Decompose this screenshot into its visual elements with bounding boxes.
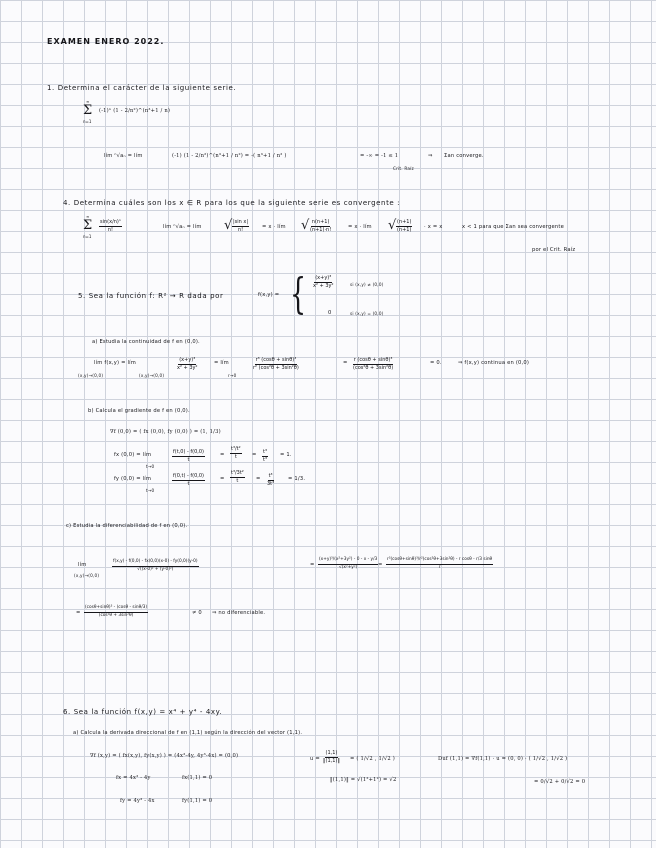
root-test-rhs: = -∞ = -1 ≤ 1 (360, 153, 399, 159)
equals-sign: = (252, 452, 257, 458)
limit-subscript: (x,y)→(0,0) (74, 573, 100, 578)
limit-equals: = lím (214, 360, 229, 366)
radical-sign: √ (301, 218, 310, 233)
case-2-condition: si (x,y) = (0,0) (350, 311, 384, 316)
fraction-denominator: √(x²+y²) (339, 564, 358, 570)
fraction-denominator: x² + 3y² (313, 283, 334, 290)
root-limit-c: = x · lím (348, 224, 372, 230)
part-c-heading: c) Estudia la diferenciabilidad de f en (0,0). (66, 523, 188, 529)
fraction-numerator: r (cosθ + sinθ)³ (353, 358, 394, 365)
root-test-lhs: lím ⁿ√aₙ = lím (104, 153, 143, 159)
summation-symbol: Σ (83, 218, 93, 233)
root-limit-b: = x · lím (262, 224, 286, 230)
partial-x-fraction (172, 450, 205, 464)
partial-x-label: fx (0,0) = lím (114, 452, 152, 458)
fraction-numerator: r³(cosθ+sinθ)³/r²(cos²θ+3sin²θ) - r cosθ - r/3 sinθ (386, 558, 493, 565)
directional-derivative-formula: Duf (1,1) = ∇f(1,1) · u = (0, 0) · ( 1/√2 , 1/√2 ) (438, 756, 568, 762)
partial-y-formula: fy = 4y³ - 4x (120, 798, 155, 804)
exam-title: EXAMEN ENERO 2022. (47, 37, 165, 46)
problem-4-heading: 4. Determina cuáles son los x ∈ R para los que la siguiente serie es convergente : (63, 199, 401, 207)
fraction-numerator: (x+y)³ (314, 276, 332, 283)
partial-y-fraction (172, 474, 205, 488)
sum-upper-limit: ∞ (86, 214, 90, 219)
limit-result: = 0. (430, 360, 442, 366)
fraction-denominator: (n+1)·n! (310, 227, 332, 234)
fraction-numerator: t³ (262, 450, 268, 457)
partial-y-step-2 (266, 474, 275, 488)
fraction-numerator: t³/t² (230, 447, 242, 454)
partial-x-step-1 (230, 447, 242, 461)
fraction-denominator: (cos²θ + 3sin²θ) (98, 612, 134, 618)
fraction-denominator: (cos²θ + 3sin²θ) (353, 365, 394, 372)
equals-sign: = (220, 452, 225, 458)
equals-sign: = (378, 562, 383, 568)
fraction-numerator: (x+y)³ (178, 358, 196, 365)
equals-sign: = (343, 360, 348, 366)
fraction-numerator: t³ (268, 474, 274, 481)
fraction-denominator: (n+1) (397, 227, 412, 234)
limit-subscript: t→0 (146, 464, 155, 469)
partial-x-formula: fx = 4x³ - 4y (116, 775, 151, 781)
sum-lower-limit: n=1 (83, 119, 92, 124)
limit-label: lím (78, 562, 87, 568)
root-tail: · x = x (424, 224, 443, 230)
fraction-denominator: t (236, 478, 239, 485)
vector-norm: ‖(1,1)‖ = √(1²+1²) = √2 (330, 777, 397, 783)
continuity-fraction-3 (352, 358, 394, 372)
partial-x-step-2 (262, 450, 268, 464)
criterion-note: por el Crit. Raíz (532, 247, 576, 253)
radical-sign: √ (388, 218, 397, 233)
fraction-denominator: ‖(1,1)‖ (323, 758, 340, 765)
problem-5-heading: 5. Sea la función f: R² → R dada por (78, 292, 224, 300)
fraction-numerator: n(n+1) (311, 220, 331, 227)
fraction-denominator: t (187, 457, 190, 464)
fraction-denominator: t (187, 481, 190, 488)
partial-y-label: fy (0,0) = lím (114, 476, 152, 482)
differentiability-fraction-3 (386, 558, 493, 570)
part-b-heading: b) Calcula el gradiente de f en (0,0). (88, 408, 190, 414)
fraction-denominator: r² (cos²θ + 3sin²θ) (253, 365, 299, 372)
limit-label: lím f(x,y) = lím (94, 360, 137, 366)
sum-lower-limit: n=1 (83, 234, 92, 239)
implies-arrow: ⇒ (428, 153, 433, 159)
gradient-at-origin: ∇f (0,0) = ( fx (0,0), fy (0,0) ) = (1, 1/3) (110, 429, 221, 435)
equals-sign: = (256, 476, 261, 482)
fraction-numerator: (x+y)³/(x²+3y²) - 0 - x - y/3 (318, 558, 378, 565)
fraction-numerator: f(0,t) - f(0,0) (172, 474, 205, 481)
fraction-denominator: √((x-0)² + (y-0)²) (137, 566, 174, 572)
convergence-condition: x < 1 para que Σan sea convergente (462, 224, 565, 230)
fraction-numerator: (n+1) (396, 220, 412, 227)
part-a-heading: a) Estudia la continuidad de f en (0,0). (92, 339, 200, 345)
unit-vector-fraction (322, 751, 341, 765)
case-1-fraction (312, 276, 334, 290)
fraction-numerator: f(t,0) - f(0,0) (172, 450, 205, 457)
partial-y-value: fy(1,1) = 0 (182, 798, 213, 804)
problem-6-heading: 6. Sea la función f(x,y) = x⁴ + y⁴ - 4xy. (63, 708, 223, 716)
problem-1-conclusion: Σan converge. (444, 153, 484, 159)
fraction-numerator: sin(x/n)ⁿ (99, 220, 122, 227)
fraction-denominator: n! (237, 227, 244, 234)
root-fraction-3 (396, 220, 412, 234)
continuation-fraction (84, 606, 148, 618)
radical-sign: √ (224, 218, 233, 233)
fraction-denominator: n! (107, 227, 114, 234)
limit-subscript: (x,y)→(0,0) (139, 373, 165, 378)
case-2-value: 0 (328, 310, 332, 316)
continuity-fraction-2 (252, 358, 300, 372)
piecewise-brace: { (290, 269, 307, 318)
fraction-numerator: t³/3t² (230, 471, 245, 478)
limit-subscript: r→0 (228, 373, 237, 378)
partial-x-value: fx(1,1) = 0 (182, 775, 213, 781)
criterion-label: Crit. Raíz (393, 166, 414, 171)
fraction-denominator: r (438, 564, 441, 570)
root-limit-a: lím ⁿ√aₙ = lím (163, 224, 202, 230)
unit-vector-lhs: u = (310, 756, 320, 762)
equals-sign: = (220, 476, 225, 482)
fraction-denominator: x² + 3y² (177, 365, 198, 372)
sum-upper-limit: ∞ (86, 99, 90, 104)
fraction-denominator: t (234, 454, 237, 461)
partial-y-step-1 (230, 471, 245, 485)
case-1-condition: si (x,y) ≠ (0,0) (350, 282, 384, 287)
equals-sign: = (76, 610, 81, 616)
function-lhs: f(x,y) = (258, 292, 280, 298)
differentiability-fraction-2 (318, 558, 378, 570)
partial-x-result: = 1. (280, 452, 292, 458)
differentiability-conclusion: ⇒ no diferenciable. (212, 610, 266, 616)
fraction-numerator: |sin x| (232, 220, 249, 227)
series-term: (-1)ⁿ (1 - 2/n²)^(n³+1 / n) (99, 108, 171, 114)
root-fraction-1 (232, 220, 249, 234)
directional-derivative-result: = 0/√2 + 0/√2 = 0 (534, 779, 586, 785)
gradient-formula: ∇f (x,y) = ( fx(x,y), fy(x,y) ) = (4x³-4y, 4y³-4x) = (0,0) (90, 753, 239, 759)
root-fraction-2 (309, 220, 332, 234)
root-test-mid: (-1) (1 - 2/n²)^(n³+1 / n²) = -( n³+1 / n² ) (172, 153, 287, 159)
fraction-numerator: f(x,y) - f(0,0) - fx(0,0)(x-0) - fy(0,0)(y-0) (112, 560, 199, 567)
equals-sign: = (310, 562, 315, 568)
limit-subscript: t→0 (146, 488, 155, 493)
problem-1-heading: 1. Determina el carácter de la siguiente serie. (47, 84, 237, 92)
summation-symbol: Σ (83, 103, 93, 118)
partial-y-result: = 1/3. (288, 476, 306, 482)
fraction-numerator: (1,1) (325, 751, 339, 758)
series-term-fraction (99, 220, 122, 234)
continuation-tail: ≠ 0 (192, 610, 202, 616)
unit-vector-rhs: = ( 1/√2 , 1/√2 ) (350, 756, 395, 762)
fraction-denominator: 3t³ (267, 481, 275, 488)
continuity-fraction-1 (176, 358, 198, 372)
differentiability-fraction-1 (112, 560, 199, 572)
continuity-conclusion: ⇒ f(x,y) continua en (0,0) (458, 360, 530, 366)
fraction-numerator: r³ (cosθ + sinθ)³ (255, 358, 298, 365)
part-a-heading-6: a) Calcula la derivada direccional de f en (1,1) según la dirección del vector (1,1). (73, 730, 303, 736)
fraction-numerator: (cosθ+sinθ)³ - (cosθ - sinθ/3) (84, 606, 148, 613)
limit-subscript: (x,y)→(0,0) (78, 373, 104, 378)
fraction-denominator: t³ (263, 457, 267, 464)
